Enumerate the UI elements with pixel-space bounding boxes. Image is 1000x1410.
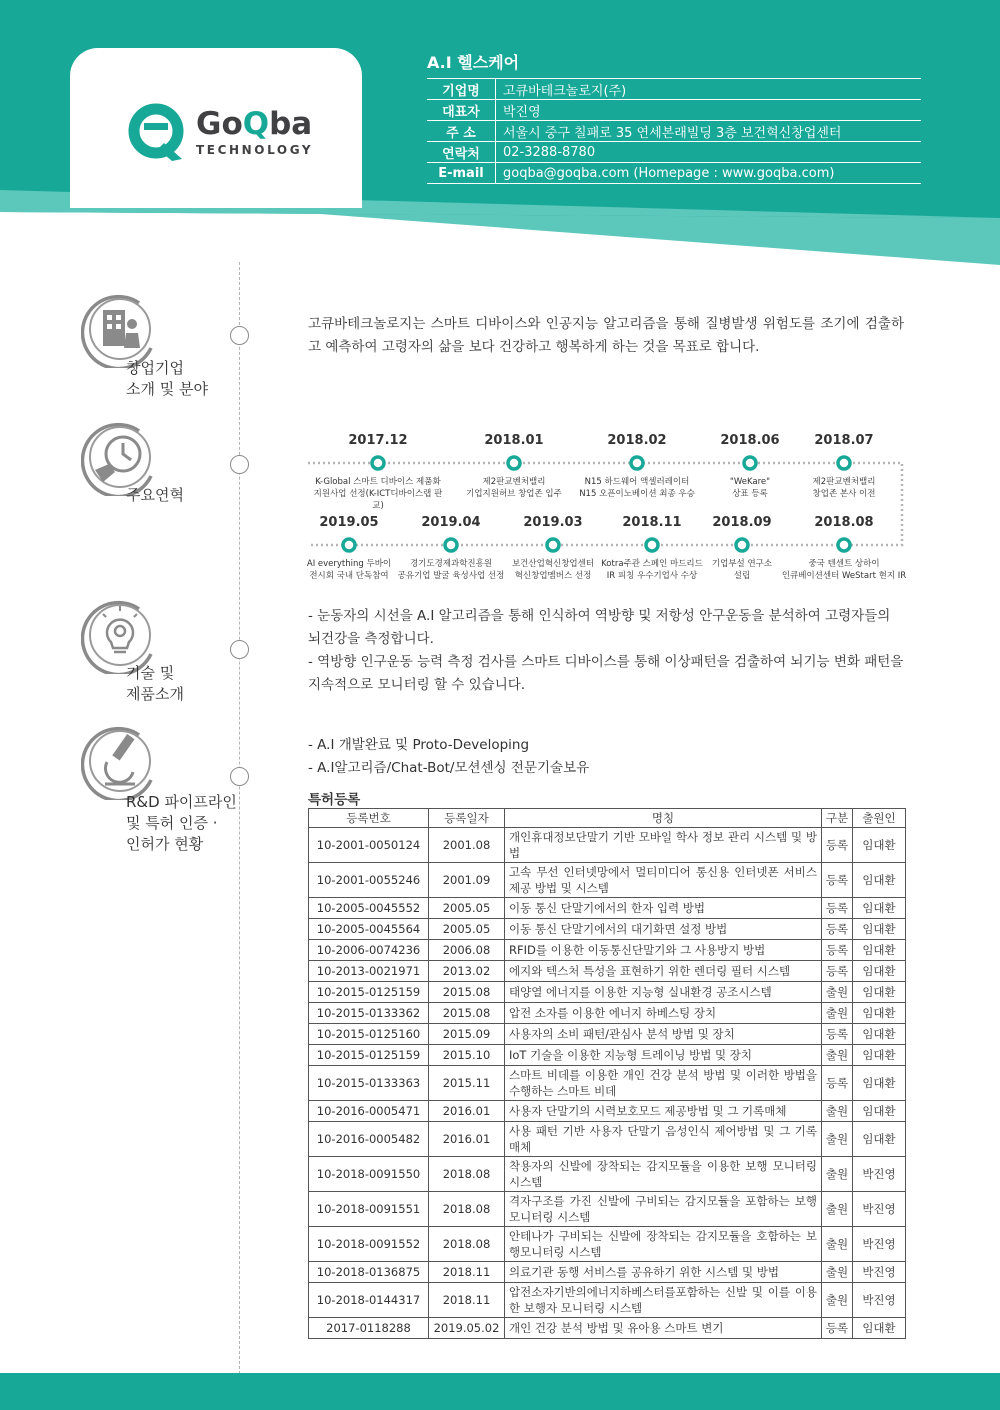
timeline-description: 제2판교벤처밸리 기업지원허브 창업존 입주 <box>466 477 562 499</box>
patent-cell: 등록 <box>822 1066 853 1101</box>
patent-cell: 10-2018-0144317 <box>309 1283 429 1318</box>
info-value: 02-3288-8780 <box>496 142 922 163</box>
patent-cell: 10-2005-0045564 <box>309 919 429 940</box>
timeline-description: 경기도경제과학진흥원 공유기업 발굴 육성사업 선정 <box>397 559 505 581</box>
patent-cell: 2018.11 <box>429 1283 505 1318</box>
patent-column-header: 등록번호 <box>309 809 429 828</box>
patent-cell: 10-2013-0021971 <box>309 961 429 982</box>
patent-cell: 압전 소자를 이용한 에너지 하베스팅 장치 <box>505 1003 822 1024</box>
timeline-year: 2018.08 <box>814 515 874 530</box>
patent-cell: 2016.01 <box>429 1101 505 1122</box>
patent-cell: 10-2018-0091550 <box>309 1157 429 1192</box>
patent-cell: 출원 <box>822 1262 853 1283</box>
logo-name: GoQba <box>196 106 313 142</box>
timeline-dot <box>733 536 751 554</box>
timeline-year: 2019.04 <box>421 515 481 530</box>
patent-cell: 등록 <box>822 940 853 961</box>
timeline-description: AI everything 두바이 전시회 국내 단독참여 <box>306 559 392 581</box>
section-node-4 <box>230 767 249 786</box>
patent-cell: 10-2018-0091551 <box>309 1192 429 1227</box>
patent-cell: 2015.11 <box>429 1066 505 1101</box>
patent-cell: 2006.08 <box>429 940 505 961</box>
patent-cell: 2017-0118288 <box>309 1318 429 1339</box>
patent-cell: 등록 <box>822 898 853 919</box>
patent-cell: 등록 <box>822 1318 853 1339</box>
patent-cell: 임대환 <box>853 828 906 863</box>
section-label-rnd: R&D 파이프라인 및 특허 인증 · 인허가 현황 <box>126 793 237 853</box>
logo-subtitle: TECHNOLOGY <box>196 143 314 157</box>
patent-cell: 이동 통신 단말기에서의 대기화면 설정 방법 <box>505 919 822 940</box>
patent-cell: 박진영 <box>853 1157 906 1192</box>
patent-table <box>308 808 906 1339</box>
timeline-description: 기업부설 연구소 설립 <box>711 559 773 581</box>
patent-cell: 출원 <box>822 1227 853 1262</box>
patent-cell: 10-2015-0125160 <box>309 1024 429 1045</box>
company-info-table <box>427 78 921 184</box>
patent-cell: 10-2006-0074236 <box>309 940 429 961</box>
timeline-year: 2018.11 <box>622 515 682 530</box>
patent-cell: 2018.11 <box>429 1262 505 1283</box>
patent-cell: 10-2005-0045552 <box>309 898 429 919</box>
patent-row <box>309 1318 906 1339</box>
patent-cell: 2001.09 <box>429 863 505 898</box>
building-person-icon <box>81 290 159 368</box>
patent-cell: 에지와 텍스처 특성을 표현하기 위한 렌더링 필터 시스템 <box>505 961 822 982</box>
patent-row <box>309 1122 906 1157</box>
patent-cell: 출원 <box>822 1157 853 1192</box>
patent-row <box>309 1024 906 1045</box>
goqba-logo-icon <box>128 103 188 163</box>
patent-cell: 등록 <box>822 828 853 863</box>
patent-cell: 10-2015-0125159 <box>309 982 429 1003</box>
patent-cell: 2015.08 <box>429 1003 505 1024</box>
section-label-tech: 기술 및 제품소개 <box>126 664 184 703</box>
timeline-year: 2018.06 <box>720 433 780 448</box>
patent-cell: 2018.08 <box>429 1192 505 1227</box>
patent-cell: 박진영 <box>853 1192 906 1227</box>
timeline-dot <box>369 454 387 472</box>
patent-row <box>309 898 906 919</box>
company-info-row <box>427 163 921 184</box>
timeline-description: 중국 텐센트 상하이 인큐베이션센터 WeStart 현지 IR <box>781 559 907 581</box>
patent-row <box>309 1157 906 1192</box>
patent-cell: 2015.08 <box>429 982 505 1003</box>
patent-row <box>309 982 906 1003</box>
section-node-3 <box>230 640 249 659</box>
timeline-dot <box>741 454 759 472</box>
section-label-company: 창업기업 소개 및 분야 <box>126 359 208 398</box>
patent-cell: 스마트 비데를 이용한 개인 건강 분석 방법 및 이러한 방법을 수행하는 스마트 비데 <box>505 1066 822 1101</box>
timeline-year: 2018.02 <box>607 433 667 448</box>
patent-cell: 2015.09 <box>429 1024 505 1045</box>
patent-cell: 이동 통신 단말기에서의 한자 입력 방법 <box>505 898 822 919</box>
section-node-2 <box>230 455 249 474</box>
patent-cell: 태양열 에너지를 이용한 지능형 실내환경 공조시스템 <box>505 982 822 1003</box>
patent-column-header: 구분 <box>822 809 853 828</box>
patent-cell: 임대환 <box>853 863 906 898</box>
timeline-description: 보건산업혁신창업센터 혁신창업멤버스 선정 <box>511 559 595 581</box>
section-label-history: 주요연혁 <box>126 486 184 504</box>
patent-row <box>309 863 906 898</box>
patent-cell: 사용자 단말기의 시력보호모드 제공방법 및 그 기록매체 <box>505 1101 822 1122</box>
patent-cell: 등록 <box>822 961 853 982</box>
patent-cell: 2018.08 <box>429 1157 505 1192</box>
patent-cell: 등록 <box>822 1024 853 1045</box>
patent-cell: 임대환 <box>853 961 906 982</box>
patent-row <box>309 961 906 982</box>
footer-band <box>0 1373 1000 1410</box>
patent-cell: 10-2015-0125159 <box>309 1045 429 1066</box>
patent-cell: 박진영 <box>853 1283 906 1318</box>
patent-cell: 2016.01 <box>429 1122 505 1157</box>
patent-cell: 압전소자기반의에너지하베스터를포함하는 신발 및 이를 이용한 보행자 모니터링 시스템 <box>505 1283 822 1318</box>
info-label: 대표자 <box>427 100 496 121</box>
patent-cell: 임대환 <box>853 982 906 1003</box>
patent-cell: 임대환 <box>853 1122 906 1157</box>
patent-cell: 10-2001-0055246 <box>309 863 429 898</box>
patent-cell: 등록 <box>822 863 853 898</box>
patent-row <box>309 1283 906 1318</box>
patent-cell: 2005.05 <box>429 919 505 940</box>
patent-row <box>309 1003 906 1024</box>
patent-cell: RFID를 이용한 이동통신단말기와 그 사용방지 방법 <box>505 940 822 961</box>
patent-cell: 개인 건강 분석 방법 및 유아용 스마트 변기 <box>505 1318 822 1339</box>
patent-cell: 10-2015-0133362 <box>309 1003 429 1024</box>
info-label: 기업명 <box>427 79 496 100</box>
patent-row <box>309 940 906 961</box>
patent-cell: 임대환 <box>853 940 906 961</box>
patent-cell: 2005.05 <box>429 898 505 919</box>
company-info-row <box>427 100 921 121</box>
patent-cell: 출원 <box>822 1003 853 1024</box>
patent-cell: 착용자의 신발에 장착되는 감지모듈을 이용한 보행 모니터링 시스템 <box>505 1157 822 1192</box>
patent-cell: 개인휴대정보단말기 기반 모바일 학사 정보 관리 시스템 및 방법 <box>505 828 822 863</box>
patent-cell: 임대환 <box>853 1101 906 1122</box>
timeline-dot <box>835 536 853 554</box>
timeline-year: 2019.03 <box>523 515 583 530</box>
company-intro: 고큐바테크놀로지는 스마트 디바이스와 인공지능 알고리즘을 통해 질병발생 위험도를 조기에 검출하고 예측하여 고령자의 삶을 보다 건강하고 행복하게 하는 것을 목표로 합니다. <box>308 316 904 355</box>
patent-row <box>309 1066 906 1101</box>
patent-cell: 고속 무선 인터넷망에서 멀티미디어 통신용 인터넷폰 서비스 제공 방법 및 시스템 <box>505 863 822 898</box>
patent-cell: 임대환 <box>853 1024 906 1045</box>
patent-cell: 임대환 <box>853 898 906 919</box>
patent-row <box>309 1101 906 1122</box>
patent-row <box>309 919 906 940</box>
timeline-year: 2019.05 <box>319 515 379 530</box>
patent-cell: 사용자의 소비 패턴/관심사 분석 방법 및 장치 <box>505 1024 822 1045</box>
patent-cell: 2015.10 <box>429 1045 505 1066</box>
timeline-description: K-Global 스마트 디바이스 제품화 지원사업 선정(K-ICT디바이스랩 판교) <box>313 477 443 511</box>
patent-cell: 10-2015-0133363 <box>309 1066 429 1101</box>
patent-cell: 임대환 <box>853 1045 906 1066</box>
patent-column-header: 등록일자 <box>429 809 505 828</box>
patent-column-header: 출원인 <box>853 809 906 828</box>
info-value: 고큐바테크놀로지(주) <box>496 79 922 100</box>
timeline-dot <box>340 536 358 554</box>
company-info-row <box>427 79 921 100</box>
timeline-year: 2017.12 <box>348 433 408 448</box>
patent-row <box>309 828 906 863</box>
timeline-dot <box>544 536 562 554</box>
rnd-description: - A.I 개발완료 및 Proto-Developing - A.I알고리즘/Chat-Bot/모션센싱 전문기술보유 <box>308 737 590 776</box>
patent-row <box>309 1192 906 1227</box>
timeline-dot <box>643 536 661 554</box>
timeline-description: 제2판교벤처밸리 창업존 본사 이전 <box>812 477 876 499</box>
patent-cell: 출원 <box>822 1283 853 1318</box>
patent-cell: 10-2016-0005471 <box>309 1101 429 1122</box>
patent-row <box>309 1045 906 1066</box>
patent-cell: 출원 <box>822 1192 853 1227</box>
patent-cell: 격자구조를 가진 신발에 구비되는 감지모듈을 포함하는 보행모니터링 시스템 <box>505 1192 822 1227</box>
timeline-description: Kotra주관 스페인 마드리드 IR 피칭 우수기업사 수상 <box>601 559 703 581</box>
patent-cell: 2019.05.02 <box>429 1318 505 1339</box>
patent-cell: 임대환 <box>853 919 906 940</box>
company-info-row <box>427 121 921 142</box>
patent-cell: 출원 <box>822 1122 853 1157</box>
timeline-year: 2018.07 <box>814 433 874 448</box>
patent-cell: IoT 기술을 이용한 지능형 트레이닝 방법 및 장치 <box>505 1045 822 1066</box>
patent-cell: 박진영 <box>853 1227 906 1262</box>
company-info-row <box>427 142 921 163</box>
timeline-description: N15 하드웨어 액셀러레이터 N15 오픈이노베이션 최종 우승 <box>579 477 695 499</box>
patent-row <box>309 1262 906 1283</box>
timeline-year: 2018.09 <box>712 515 772 530</box>
timeline-dot <box>442 536 460 554</box>
info-label: E-mail <box>427 163 496 184</box>
patent-cell: 2001.08 <box>429 828 505 863</box>
patent-cell: 임대환 <box>853 1066 906 1101</box>
timeline-year: 2018.01 <box>484 433 544 448</box>
microscope-icon <box>81 722 159 800</box>
patent-cell: 출원 <box>822 1045 853 1066</box>
info-label: 연락처 <box>427 142 496 163</box>
timeline-dot <box>505 454 523 472</box>
info-label: 주 소 <box>427 121 496 142</box>
timeline-dot <box>835 454 853 472</box>
patent-cell: 10-2016-0005482 <box>309 1122 429 1157</box>
info-value: 서울시 중구 칠패로 35 연세본래빌딩 3층 보건혁신창업센터 <box>496 121 922 142</box>
company-category: A.I 헬스케어 <box>427 53 520 72</box>
patent-cell: 의료기관 동행 서비스를 공유하기 위한 시스템 및 방법 <box>505 1262 822 1283</box>
patent-cell: 등록 <box>822 919 853 940</box>
patent-cell: 출원 <box>822 982 853 1003</box>
patent-cell: 임대환 <box>853 1003 906 1024</box>
info-value: goqba@goqba.com (Homepage : www.goqba.com) <box>496 163 922 184</box>
patent-column-header: 명칭 <box>505 809 822 828</box>
patent-cell: 10-2018-0136875 <box>309 1262 429 1283</box>
patent-section-title: 특허등록 <box>308 792 361 808</box>
patent-cell: 2013.02 <box>429 961 505 982</box>
patent-cell: 출원 <box>822 1101 853 1122</box>
patent-cell: 2018.08 <box>429 1227 505 1262</box>
patent-cell: 사용 패턴 기반 사용자 단말기 음성인식 제어방법 및 그 기록매체 <box>505 1122 822 1157</box>
tech-description: - 눈동자의 시선을 A.I 알고리즘을 통해 인식하여 역방향 및 저항성 안구운동을 분석하여 고령자들의 뇌건강을 측정합니다. - 역방향 인구운동 능력 측정 검사를 스마트 디바이스를 통해 이상패턴을 검출하여 뇌기능 변화 패턴을 지속적으로 모니터링 할 수 있습니다. <box>308 608 904 693</box>
timeline-description: "WeKare" 상표 등록 <box>729 477 771 499</box>
patent-cell: 10-2001-0050124 <box>309 828 429 863</box>
timeline-dot <box>628 454 646 472</box>
info-value: 박진영 <box>496 100 922 121</box>
patent-cell: 박진영 <box>853 1262 906 1283</box>
patent-cell: 안테나가 구비되는 신발에 장착되는 감지모듈을 호함하는 보행모니터링 시스템 <box>505 1227 822 1262</box>
patent-cell: 10-2018-0091552 <box>309 1227 429 1262</box>
section-node-1 <box>230 326 249 345</box>
patent-cell: 임대환 <box>853 1318 906 1339</box>
sidebar-dashed-line <box>239 262 240 1374</box>
patent-row <box>309 1227 906 1262</box>
